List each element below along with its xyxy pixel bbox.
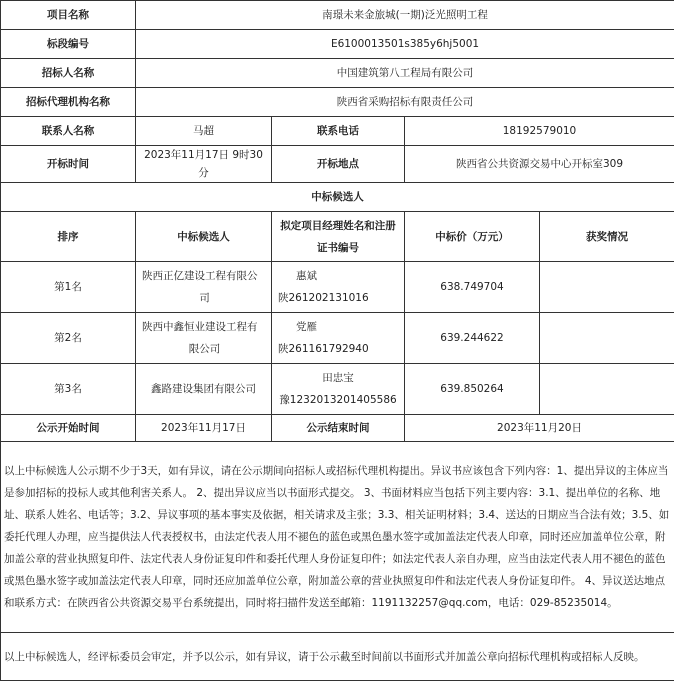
header-candidate: 中标候选人 [136,212,272,262]
phone-value: 18192579010 [405,117,674,146]
candidate-awards [540,262,674,313]
row-open-time [1,146,674,183]
candidate-rank: 第2名 [1,313,136,364]
objection-notes: 以上中标候选人公示期不少于3天，如有异议，请在公示期间向招标人或招标代理机构提出。异议书应该包含下列内容：1、提出异议的主体应当是参加招标的投标人或其他利害关系人。 2、提出异议应当以书面形式提交。 3、书面材料应当包括下列主要内容：3.1、提出单位的名称、地址、联系人姓名、电话等；3.2、异议事项的基本事实及依据，相关请求及主张；3.3、相关证明材料；3.4、送达的日期应当合法有效；3.5、如委托代理人办理，应当提供法人代表授权书，由法定代表人用不褪色的蓝色或黑色墨水签字或加盖法定代表人印章，同时还应加盖单位公章，附加盖公章的营业执照复印件、法定代表人身份证复印件和委托代理人身份证复印件；如法定代表人亲自办理，应当由法定代表人用不褪色的蓝色或黑色墨水签字或加盖法定代表人印章，同时还应加盖单位公章，附加盖公章的营业执照复印件和法定代表人身份证复印件。 4、异议送达地点和联系方式：在陕西省公共资源交易平台系统提出，同时将扫描件发送至邮箱：1191132257@qq.com，电话：029-85235014。 [1,442,674,633]
candidate-name-line2: 司 [142,287,267,309]
candidate-awards [540,313,674,364]
candidate-price: 639.850264 [405,364,540,415]
phone-label: 联系电话 [272,117,405,146]
candidate-name [136,262,272,313]
manager-cert: 豫1232013201405586 [276,389,400,411]
candidate-rank: 第3名 [1,364,136,415]
table-row [1,262,674,313]
row-objection-notes [1,442,674,633]
candidate-name-line1: 鑫路建设集团有限公司 [140,380,267,398]
header-manager-line1: 拟定项目经理姓名和注册 [276,215,400,237]
row-publicity [1,415,674,442]
row-project-name [1,1,674,30]
project-name-value: 南璟未来金旅城(一期)泛光照明工程 [136,1,674,30]
section-no-label: 标段编号 [1,30,136,59]
project-name-label: 项目名称 [1,1,136,30]
candidate-price: 639.244622 [405,313,540,364]
agency-value: 陕西省采购招标有限责任公司 [136,88,674,117]
row-section-no [1,30,674,59]
contact-value: 马超 [136,117,272,146]
candidate-manager [272,313,405,364]
header-rank: 排序 [1,212,136,262]
row-candidates-title [1,183,674,212]
manager-name: 惠斌 [278,265,400,287]
header-price: 中标价（万元） [405,212,540,262]
candidate-name-line1: 陕西正亿建设工程有限公 [142,265,267,287]
publicity-end-label: 公示结束时间 [272,415,405,442]
manager-cert: 陕261202131016 [278,287,400,309]
tenderer-label: 招标人名称 [1,59,136,88]
row-review-notes [1,633,674,681]
manager-name: 党雁 [278,316,400,338]
agency-label: 招标代理机构名称 [1,88,136,117]
candidates-section-title: 中标候选人 [1,183,674,212]
candidate-name-line1: 陕西中鑫恒业建设工程有 [142,316,267,338]
publicity-end-value: 2023年11月20日 [405,415,674,442]
review-notes: 以上中标候选人，经评标委员会审定，并予以公示，如有异议，请于公示截至时间前以书面形式并加盖公章向招标代理机构或招标人反映。 [1,633,674,681]
header-manager [272,212,405,262]
publicity-start-value: 2023年11月17日 [136,415,272,442]
open-time-value: 2023年11月17日 9时30分 [136,146,272,183]
table-row [1,364,674,415]
header-awards: 获奖情况 [540,212,674,262]
candidate-awards [540,364,674,415]
candidate-name [136,313,272,364]
candidate-name-line2: 限公司 [142,338,267,360]
manager-name: 田忠宝 [276,367,400,389]
open-time-label: 开标时间 [1,146,136,183]
manager-cert: 陕261161792940 [278,338,400,360]
section-no-value: E6100013501s385y6hj5001 [136,30,674,59]
tenderer-value: 中国建筑第八工程局有限公司 [136,59,674,88]
candidate-rank: 第1名 [1,262,136,313]
header-manager-line2: 证书编号 [276,237,400,259]
candidate-manager [272,262,405,313]
candidates-header-row [1,212,674,262]
candidate-price: 638.749704 [405,262,540,313]
row-tenderer [1,59,674,88]
contact-label: 联系人名称 [1,117,136,146]
open-place-value: 陕西省公共资源交易中心开标室309 [405,146,674,183]
open-place-label: 开标地点 [272,146,405,183]
candidate-manager [272,364,405,415]
row-agency [1,88,674,117]
table-row [1,313,674,364]
row-contact [1,117,674,146]
publicity-start-label: 公示开始时间 [1,415,136,442]
candidate-name [136,364,272,415]
